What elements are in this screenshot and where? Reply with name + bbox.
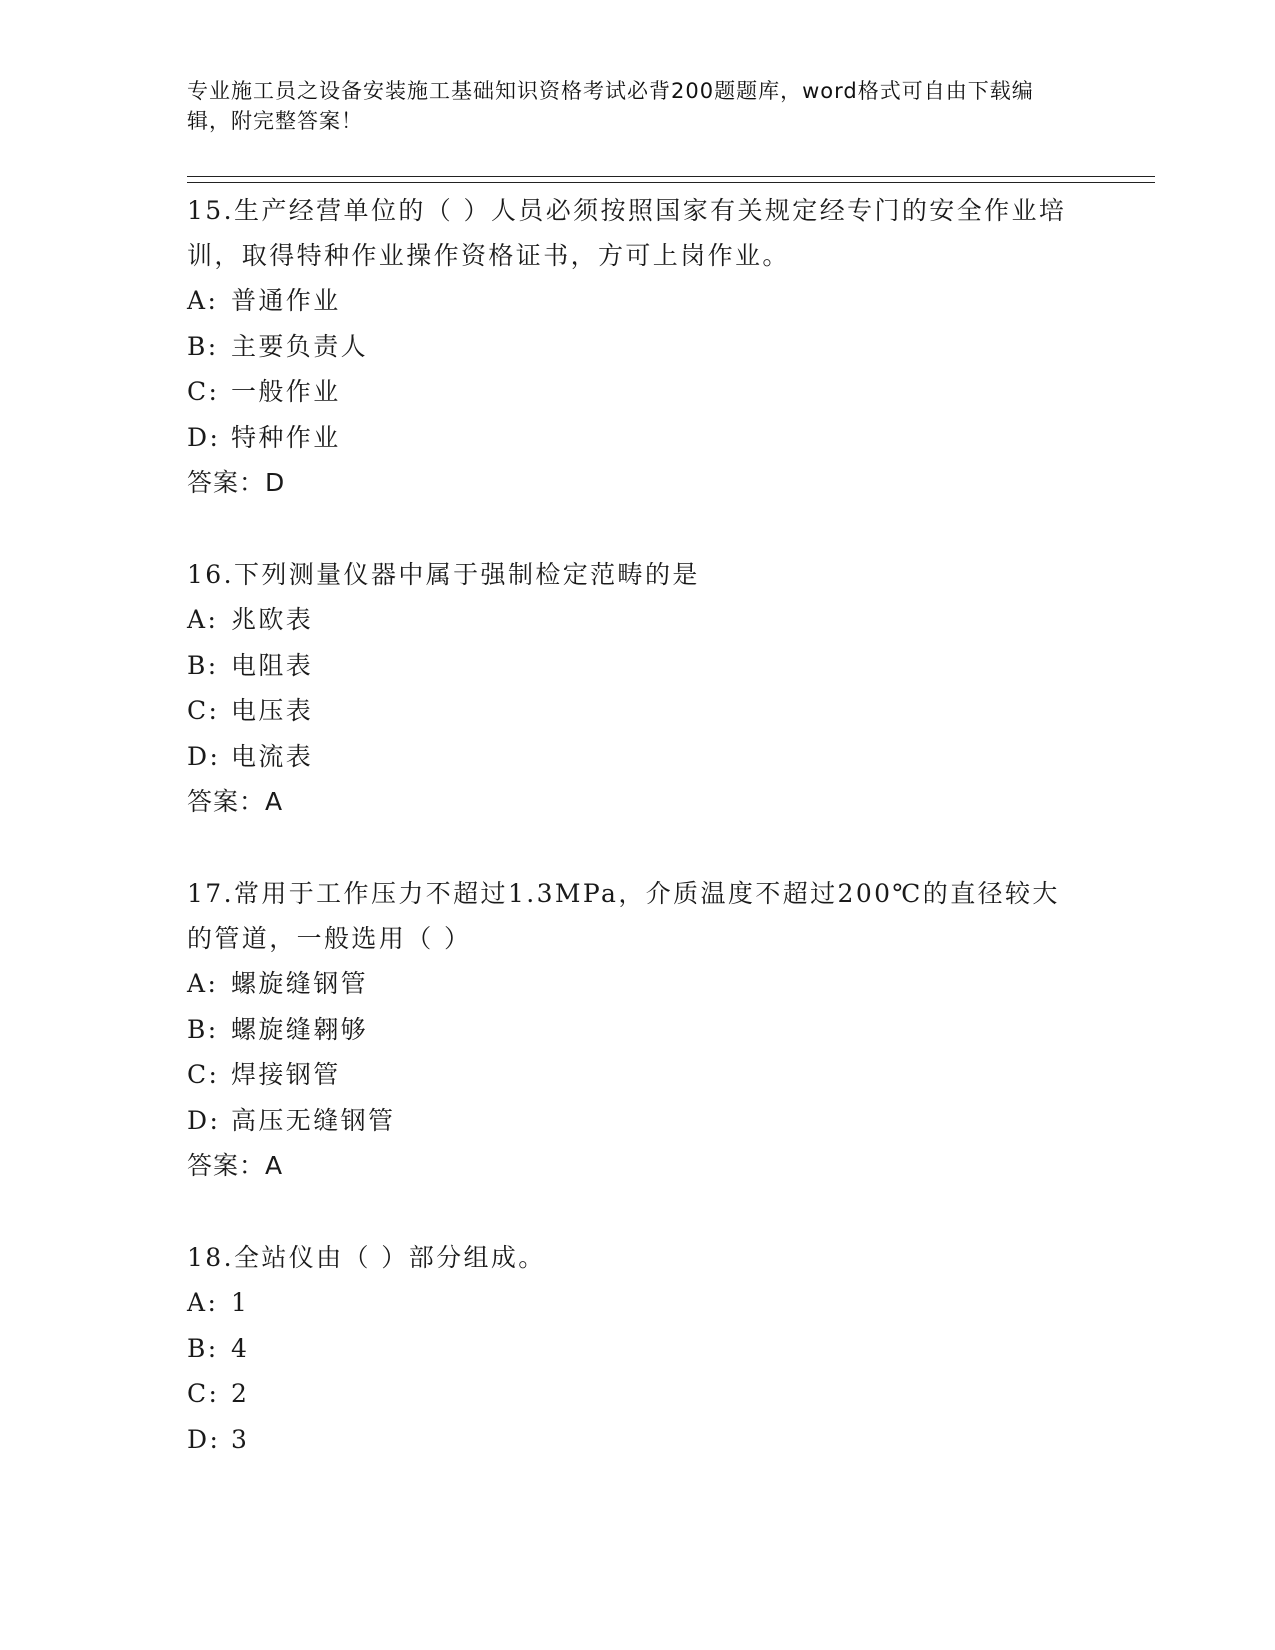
option-letter: C:	[187, 1379, 220, 1408]
question-stem: 15.生产经营单位的（ ）人员必须按照国家有关规定经专门的安全作业培训，取得特种作业操作资格证书，方可上岗作业。	[187, 196, 1067, 270]
option-a	[187, 597, 1087, 643]
option-d	[187, 415, 1087, 461]
option-text: 螺旋缝钢管	[231, 969, 369, 998]
option-letter: B:	[187, 1333, 219, 1363]
question-stem: 18.全站仪由（ ）部分组成。	[187, 1243, 546, 1272]
option-text: 特种作业	[231, 422, 341, 452]
document-header-title: 专业施工员之设备安装施工基础知识资格考试必背200题题库，word格式可自由下载编辑，附完整答案！	[187, 79, 1034, 133]
option-text: 1	[231, 1288, 250, 1317]
option-text: 2	[231, 1379, 250, 1408]
option-c	[187, 688, 1087, 734]
option-d	[187, 1417, 1087, 1463]
option-letter: A:	[187, 605, 219, 634]
option-text: 高压无缝钢管	[231, 1105, 396, 1135]
question-stem: 17.常用于工作压力不超过1.3MPa，介质温度不超过200℃的直径较大的管道，一般选用（ ）	[187, 879, 1060, 953]
option-text: 一般作业	[231, 377, 341, 406]
option-text: 普通作业	[231, 286, 341, 315]
option-text: 螺旋缝翱够	[231, 1014, 369, 1044]
option-d	[187, 1098, 1087, 1144]
header-divider-top	[187, 176, 1155, 177]
option-text: 3	[231, 1424, 250, 1454]
header-divider-bottom	[187, 182, 1155, 183]
answer-line: 答案：A	[187, 1151, 284, 1180]
option-text: 电流表	[231, 741, 314, 771]
question-15	[187, 188, 1087, 506]
option-letter: B:	[187, 1014, 219, 1044]
option-text: 主要负责人	[231, 331, 369, 361]
option-c	[187, 1052, 1087, 1098]
option-a	[187, 961, 1087, 1007]
option-letter: C:	[187, 696, 220, 725]
option-letter: C:	[187, 377, 220, 406]
question-stem: 16.下列测量仪器中属于强制检定范畴的是	[187, 560, 700, 589]
option-text: 4	[231, 1333, 250, 1363]
answer-line: 答案：A	[187, 787, 284, 816]
option-a	[187, 278, 1087, 324]
option-letter: D:	[187, 1424, 221, 1454]
option-b	[187, 324, 1087, 370]
answer-line: 答案：D	[187, 468, 286, 497]
option-c	[187, 1371, 1087, 1417]
option-letter: B:	[187, 650, 219, 680]
option-letter: C:	[187, 1060, 220, 1089]
option-text: 焊接钢管	[231, 1060, 341, 1089]
option-text: 电压表	[231, 696, 314, 725]
option-letter: D:	[187, 1105, 221, 1135]
option-letter: A:	[187, 286, 219, 315]
option-letter: A:	[187, 1288, 219, 1317]
option-text: 电阻表	[231, 650, 314, 680]
option-text: 兆欧表	[231, 605, 314, 634]
option-a	[187, 1280, 1087, 1326]
option-letter: D:	[187, 422, 221, 452]
option-b	[187, 1326, 1087, 1372]
option-c	[187, 369, 1087, 415]
option-letter: A:	[187, 969, 219, 998]
question-17	[187, 871, 1087, 1189]
option-d	[187, 734, 1087, 780]
option-letter: B:	[187, 331, 219, 361]
question-18	[187, 1235, 1087, 1462]
option-b	[187, 1007, 1087, 1053]
question-16	[187, 552, 1087, 825]
option-letter: D:	[187, 741, 221, 771]
option-b	[187, 643, 1087, 689]
